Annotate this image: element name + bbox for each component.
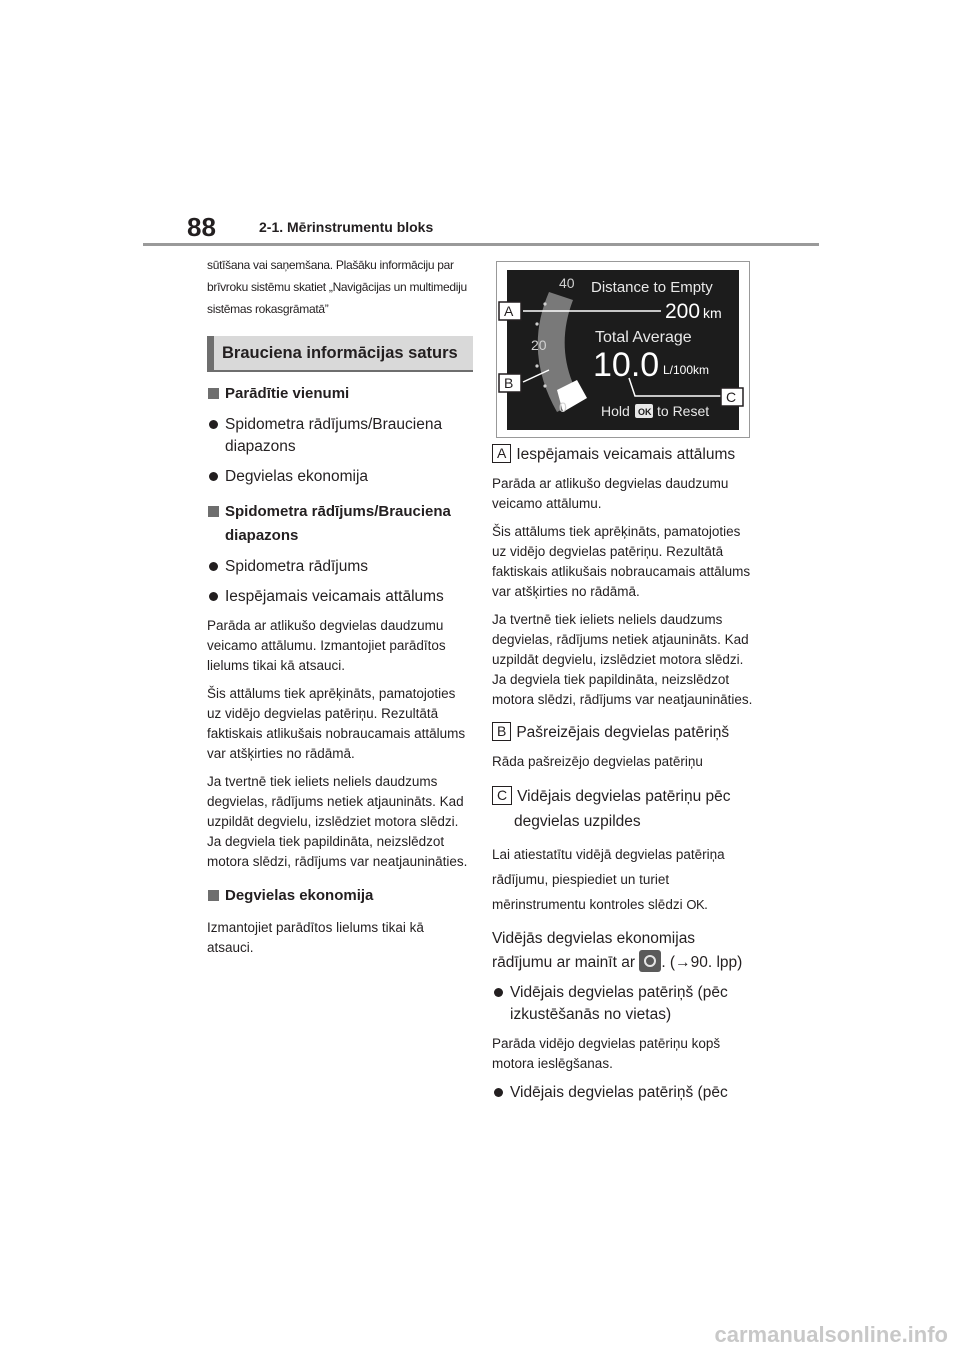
reset-hint-hold: Hold	[601, 403, 630, 419]
item-a-heading	[492, 444, 754, 466]
switch-text: Vidējās degvielas ekonomijas rādījumu ar mainīt ar	[492, 930, 696, 971]
section-heading: Brauciena informācijas saturs	[207, 336, 473, 372]
fuel-paragraph: Izmantojiet parādītos lielums tikai kā atsauci.	[207, 920, 424, 955]
list-item: Iespējamais veicamais attālums	[207, 586, 469, 608]
fuel-economy-title: Degvielas ekonomija	[207, 884, 469, 908]
speedo-paragraph: Šis attālums tiek aprēķināts, pamatojoties uz vidējo degvielas patēriņu. Rezultātā faktiskais atlikušais nobraucamais attālums var atšķirties no rādāmā.	[207, 686, 466, 761]
item-b-paragraph: Rāda pašreizējo degvielas patēriņu	[492, 754, 703, 769]
speedo-paragraph: Ja tvertnē tiek ieliets neliels daudzums degvielas, rādījums netiek atjaunināts. Kad uzpildāt degvielu, izslēdziet motora slēdzi. Ja degviela tiek papildināta, neizslēdzot motora slēdzi, rādījums var neatjaunināties.	[207, 774, 468, 869]
avg-value: 10.0	[593, 346, 660, 384]
watermark: carmanualsonline.info	[714, 1322, 948, 1347]
item-b-heading	[492, 722, 754, 744]
item-a-paragraph: Ja tvertnē tiek ieliets neliels daudzums degvielas, rādījums netiek atjaunināts. Kad uzpildāt degvielu, izslēdziet motora slēdzi. Ja degviela tiek papildināta, neizslēdzot motora slēdzi, rādījums var neatjaunināties.	[492, 612, 753, 707]
list-item: Spidometra rādījums	[207, 556, 469, 578]
item-a-paragraph: Šis attālums tiek aprēķināts, pamatojoties uz vidējo degvielas patēriņu. Rezultātā faktiskais atlikušais nobraucamais attālums var atšķirties no rādāmā.	[492, 524, 751, 599]
list-item: Spidometra rādījums/Brauciena diapazons	[207, 414, 469, 458]
settings-gear-icon	[639, 950, 661, 972]
ok-button-label: OK	[638, 407, 652, 417]
gauge-tick-label: 0	[559, 399, 567, 415]
item-c-heading	[492, 784, 754, 834]
dte-label: Distance to Empty	[591, 279, 713, 296]
ok-switch-icon: OK	[686, 897, 705, 912]
callout-label-c: C	[726, 389, 737, 405]
gauge-dot	[543, 384, 546, 387]
item-c-title: Vidējais degvielas patēriņu pēc degvielas uzpildes	[514, 788, 731, 830]
callout-label-a: A	[504, 303, 514, 319]
left-column	[207, 254, 469, 958]
dte-unit: km	[703, 305, 722, 321]
gauge-dot	[535, 322, 538, 325]
avg-label: Total Average	[595, 329, 692, 346]
label-a: A	[492, 444, 511, 463]
reset-hint-text: to Reset	[657, 403, 710, 419]
gauge-dot	[543, 302, 546, 305]
gauge-tick-label: 20	[531, 337, 547, 353]
switch-paragraph	[492, 927, 754, 974]
switch-ref: . (→90. lpp)	[661, 954, 743, 971]
avg-unit: L/100km	[663, 363, 710, 377]
intro-paragraph: sūtīšana vai saņemšana. Plašāku informāciju par brīvroku sistēmu skatiet „Navigācijas un multimediju sistēmas rokasgrāmatā”	[207, 258, 467, 316]
item-c-end: .	[704, 897, 708, 912]
speedo-paragraph: Parāda ar atlikušo degvielas daudzumu veicamo attālumu. Izmantojiet parādītos lielums tikai kā atsauci.	[207, 618, 446, 673]
right-column	[492, 444, 754, 1104]
items-paragraph: Parāda vidējo degvielas patēriņu kopš motora ieslēgšanas.	[492, 1036, 721, 1071]
cluster-display-illustration	[497, 262, 749, 437]
item-c-text: Lai atiestatītu vidējā degvielas patēriņa rādījumu, piespiediet un turiet mērinstrumentu kontroles slēdzi	[492, 847, 725, 912]
label-c: C	[492, 786, 512, 805]
page-number: 88	[187, 212, 216, 242]
list-item: Vidējais degvielas patēriņš (pēc izkustēšanās no vietas)	[492, 982, 754, 1026]
callout-label-b: B	[504, 375, 514, 391]
speedo-title: Spidometra rādījums/Brauciena diapazons	[207, 500, 469, 548]
item-c-paragraph	[492, 842, 754, 917]
trip-info-figure	[496, 261, 750, 438]
header-rule	[143, 243, 819, 246]
item-a-title: Iespējamais veicamais attālums	[516, 446, 736, 463]
item-b-title: Pašreizējais degvielas patēriņš	[516, 724, 730, 741]
list-item: Degvielas ekonomija	[207, 466, 469, 488]
label-b: B	[492, 722, 511, 741]
item-a-paragraph: Parāda ar atlikušo degvielas daudzumu veicamo attālumu.	[492, 476, 729, 511]
dte-value: 200	[665, 300, 701, 323]
gauge-dot	[535, 364, 538, 367]
gauge-tick-label: 40	[559, 275, 575, 291]
list-item: Vidējais degvielas patēriņš (pēc	[492, 1082, 754, 1104]
section-title: 2-1. Mērinstrumentu bloks	[259, 219, 434, 235]
displayed-items-title: Parādītie vienumi	[207, 382, 469, 406]
